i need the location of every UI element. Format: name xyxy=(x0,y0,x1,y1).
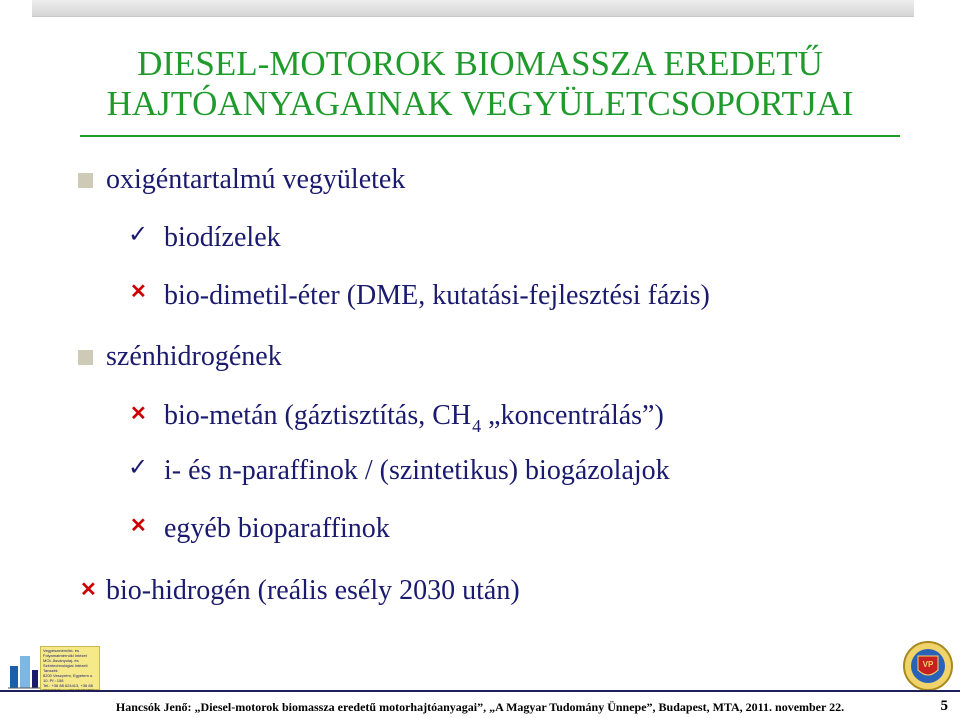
list-item-bio-hydrogen: bio-hidrogén (reális esély 2030 után) xyxy=(106,575,520,606)
ch4-subscript: 4 xyxy=(472,416,482,436)
page-number: 5 xyxy=(940,698,948,714)
logo-text-line: MOL Ásványolaj- és xyxy=(43,658,79,663)
logo-text-line: 8200 Veszprém, Egyetem u. 10. Pf.: 158 xyxy=(43,673,94,683)
top-decorative-bar xyxy=(32,0,914,17)
cross-icon: ✕ xyxy=(130,281,147,303)
footer-divider xyxy=(0,690,960,692)
cross-icon: ✕ xyxy=(130,403,147,425)
title-divider xyxy=(80,135,900,137)
slide-title xyxy=(0,44,960,124)
list-item-paraffins: i- és n-paraffinok / (szintetikus) biogázolajok xyxy=(164,455,670,486)
cross-icon: ✕ xyxy=(80,579,97,601)
check-icon: ✓ xyxy=(128,455,149,481)
footer-citation: Hancsók Jenő: „Diesel-motorok biomassza eredetű motorhajtóanyagai”, „A Magyar Tudomány Ünnepe”, Budapest, MTA, 2011. november 22. xyxy=(115,700,845,714)
list-item-bio-methane xyxy=(164,400,664,434)
list-item-bioparaffins: egyéb bioparaffinok xyxy=(164,513,390,544)
slide-title-line-1: DIESEL-MOTOROK BIOMASSZA EREDETŰ xyxy=(137,44,823,83)
square-bullet-icon xyxy=(78,350,93,365)
logo-text-line: Tanszék xyxy=(43,668,58,673)
logo-text-line: Tel.: +36 88 624413, +36 88 xyxy=(43,683,93,688)
bio-methane-text-end: „koncentrálás”) xyxy=(481,400,664,431)
university-crest-logo xyxy=(900,640,956,692)
logo-text-line: Folyamatmérnöki Intézet xyxy=(43,653,87,658)
slide-title-line-2: HAJTÓANYAGAINAK VEGYÜLETCSOPORTJAI xyxy=(106,84,854,123)
list-item-oxygenates: oxigéntartalmú vegyületek xyxy=(106,164,406,195)
logo-text-line: Vegyészmérnöki- és xyxy=(43,648,80,653)
list-item-hydrocarbons: szénhidrogének xyxy=(106,341,282,372)
bio-methane-text-start: bio-metán (gáztisztítás, CH xyxy=(164,400,472,431)
square-bullet-icon xyxy=(78,173,93,188)
check-icon: ✓ xyxy=(128,222,149,248)
crest-initials: VP xyxy=(922,660,934,669)
list-item-biodiesel: biodízelek xyxy=(164,222,281,253)
institute-logo-text-box xyxy=(40,646,100,690)
logo-text-line: Széntechnológiai Intézeti xyxy=(43,663,88,668)
list-item-bio-dme: bio-dimetil-éter (DME, kutatási-fejlesztési fázis) xyxy=(164,280,710,311)
cross-icon: ✕ xyxy=(130,515,147,537)
